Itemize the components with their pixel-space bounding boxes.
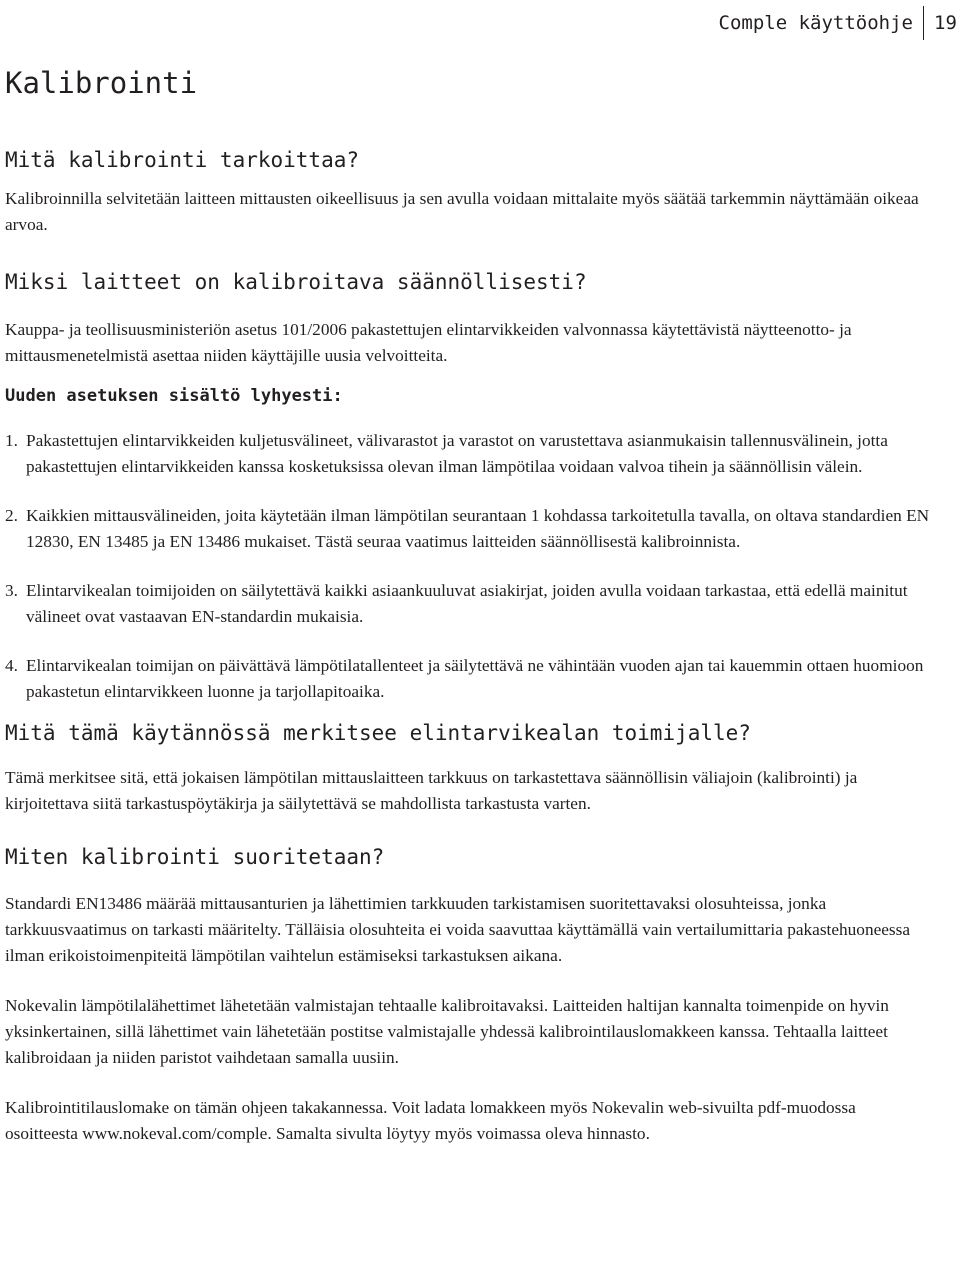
header-title: Comple käyttöohje [718, 12, 913, 34]
subheading-summary: Uuden asetuksen sisältö lyhyesti: [5, 386, 343, 406]
page-title: Kalibrointi [5, 66, 198, 100]
list-item-number: 2. [5, 506, 18, 525]
section-paragraph-meaning: Tämä merkitsee sitä, että jokaisen lämpötilan mittauslaitteen tarkkuus on tarkastettava säännöllisin väliajoin (kalibrointi) ja kirjoitettava siitä tarkastuspöytäkirja ja säilytettävä se mahdollista tarkastusta varten. [5, 768, 858, 813]
list-item-number: 3. [5, 581, 18, 600]
section-paragraph-how-standard: Standardi EN13486 määrää mittausanturien ja lähettimien tarkkuuden tarkistamisen suoritettavaksi olosuhteissa, jonka tarkkuusvaatimus on tarkasti määritelty. Tälläisia olosuhteita ei voida saavuttaa käyttämällä vain vertailumittaria pakastehuoneessa ilman erikoistoimenpiteitä lämpötilan vaihtelun estämiseksi tarkastuksen aikana. [5, 894, 911, 965]
list-item [5, 503, 930, 555]
list-item-number: 1. [5, 431, 18, 450]
list-item-number: 4. [5, 656, 18, 675]
section-heading-how: Miten kalibrointi suoritetaan? [5, 845, 385, 869]
list-item-text: Pakastettujen elintarvikkeiden kuljetusvälineet, välivarastot ja varastot on varustettava asianmukaisin tallennusvälinein, jotta pakastettujen elintarvikkeiden kanssa kosketuksissa olevan ilman lämpötilaa voidaan valvoa tihein ja säännöllisin välein. [26, 431, 888, 476]
section-paragraph-what: Kalibroinnilla selvitetään laitteen mittausten oikeellisuus ja sen avulla voidaan mittalaite myös säätää tarkemmin näyttämään oikeaa arvoa. [5, 189, 919, 234]
list-item [5, 653, 930, 705]
page-number: 19 [934, 12, 957, 34]
list-item [5, 578, 930, 630]
section-paragraph-why: Kauppa- ja teollisuusministeriön asetus 101/2006 pakastettujen elintarvikkeiden valvonnassa käytettävistä näytteenotto- ja mittausmenetelmistä asettaa niiden käyttäjille uusia velvoitteita. [5, 320, 852, 365]
section-heading-meaning: Mitä tämä käytännössä merkitsee elintarvikealan toimijalle? [5, 721, 751, 745]
list-item-text: Elintarvikealan toimijan on päivättävä lämpötilatallenteet ja säilytettävä ne vähintään vuoden ajan tai kauemmin ottaen huomioon pakastetun elintarvikkeen luonne ja tarjollapitoaika. [26, 656, 924, 701]
page-header [719, 6, 960, 40]
section-paragraph-how-order-form: Kalibrointitilauslomake on tämän ohjeen takakannessa. Voit ladata lomakkeen myös Nokevalin web-sivuilta pdf-muodossa osoitteesta www.nokeval.com/comple. Samalta sivulta löytyy myös voimassa oleva hinnasto. [5, 1098, 856, 1143]
section-heading-what: Mitä kalibrointi tarkoittaa? [5, 148, 360, 172]
list-item [5, 428, 930, 480]
list-item-text: Kaikkien mittausvälineiden, joita käytetään ilman lämpötilan seurantaan 1 kohdassa tarkoitetulla tavalla, on oltava standardien EN 12830, EN 13485 ja EN 13486 mukaiset. Tästä seuraa vaatimus laitteiden säännöllisestä kalibroinnista. [26, 506, 930, 551]
list-item-text: Elintarvikealan toimijoiden on säilytettävä kaikki asiaankuuluvat asiakirjat, joiden avulla voidaan tarkastaa, että edellä mainitut välineet ovat vastaavan EN-standardin mukaisia. [26, 581, 908, 626]
main-content [5, 60, 930, 1147]
section-heading-why: Miksi laitteet on kalibroitava säännöllisesti? [5, 270, 587, 294]
section-paragraph-how-nokeval: Nokevalin lämpötilalähettimet lähetetään valmistajan tehtaalle kalibroitavaksi. Laitteiden haltijan kannalta toimenpide on hyvin yksinkertainen, sillä lähettimet vain lähetetään postitse valmistajalle yhdessä kalibrointilauslomakkeen kanssa. Tehtaalla laitteet kalibroidaan ja niiden paristot vaihdetaan samalla uusiin. [5, 996, 889, 1067]
